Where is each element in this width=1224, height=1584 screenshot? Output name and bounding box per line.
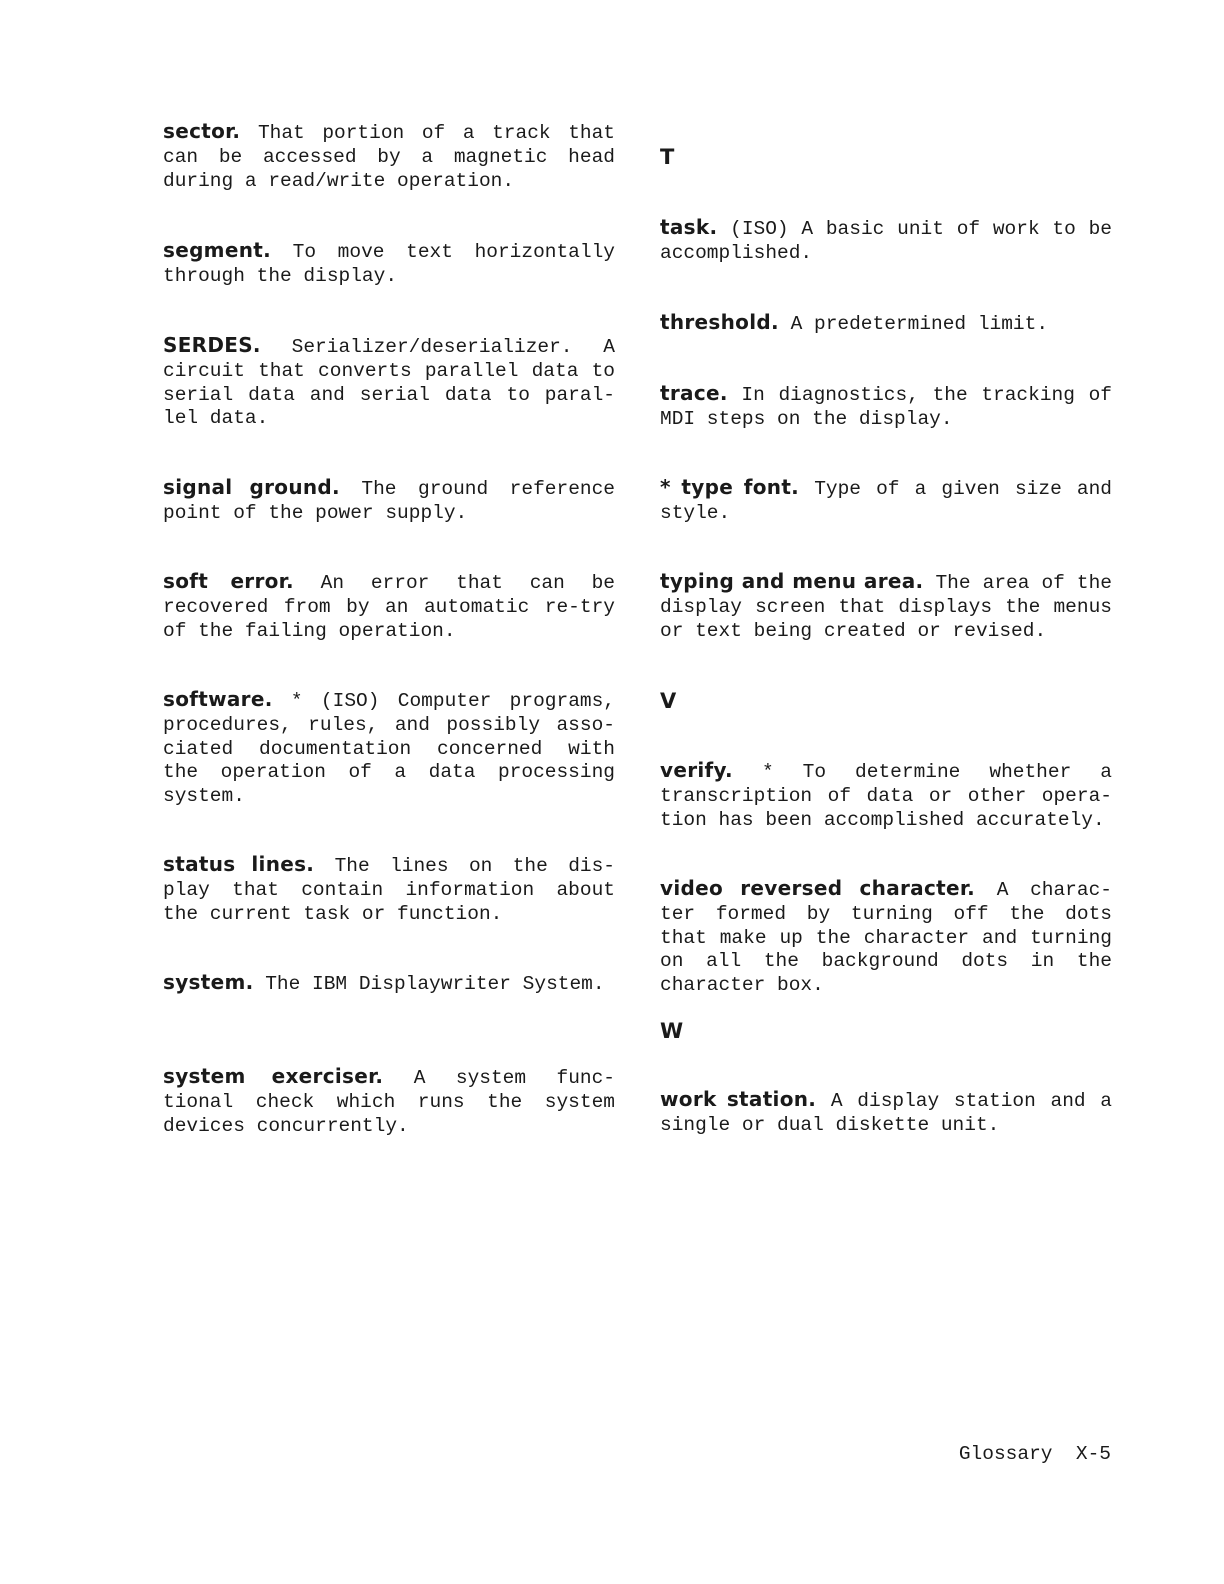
definition: In diagnostics, the tracking of MDI steps on the display. (660, 384, 1113, 430)
definition: To move text horizontally through the display. (163, 241, 615, 287)
glossary-entry-verify (660, 759, 1112, 832)
footer-section: Glossary (958, 1443, 1053, 1465)
page-footer (959, 1442, 1111, 1466)
definition: Serializer/deserializer. A circuit that converts parallel data to serial data and serial data to paral- lel data. (163, 336, 616, 430)
glossary-entry-signal-ground (163, 476, 615, 526)
term: threshold. (660, 310, 779, 334)
glossary-entry-soft-error (163, 570, 615, 643)
glossary-entry-typing-and-menu-area (660, 570, 1112, 643)
term: signal ground. (163, 475, 340, 499)
definition: An error that can be recovered from by an automatic re-try of the failing operation. (163, 572, 616, 642)
glossary-entry-system-exerciser (163, 1065, 615, 1138)
definition: * To determine whether a transcription of data or other opera- tion has been accomplished accurately. (660, 761, 1112, 831)
glossary-entry-work-station (660, 1088, 1112, 1138)
term: software. (163, 687, 273, 711)
term: system exerciser. (163, 1064, 384, 1088)
glossary-entry-video-reversed-character (660, 877, 1112, 998)
definition: That portion of a track that can be accessed by a magnetic head during a read/write operation. (163, 122, 616, 192)
glossary-entry-threshold (660, 311, 1112, 337)
definition: The ground reference point of the power supply. (163, 478, 615, 524)
term: task. (660, 215, 718, 239)
glossary-entry-trace (660, 382, 1112, 432)
definition: Type of a given size and style. (660, 478, 1112, 524)
term: typing and menu area. (660, 569, 924, 593)
definition: The area of the display screen that displays the menus or text being created or revised. (660, 572, 1112, 642)
definition: A charac- ter formed by turning off the dots that make up the character and turning on all the background dots in the character box. (660, 879, 1112, 997)
section-letter-t: T (660, 145, 675, 169)
term: segment. (163, 238, 271, 262)
glossary-entry-serdes (163, 334, 615, 431)
glossary-entry-task (660, 216, 1112, 266)
term: status lines. (163, 852, 315, 876)
glossary-entry-software (163, 688, 615, 809)
definition: A predetermined limit. (790, 313, 1049, 335)
glossary-entry-segment (163, 239, 615, 289)
term: system. (163, 970, 254, 994)
term: * type font. (660, 475, 800, 499)
glossary-entry-sector (163, 120, 615, 193)
definition: A system func- tional check which runs the system devices concurrently. (163, 1067, 616, 1137)
term: work station. (660, 1087, 817, 1111)
term: sector. (163, 119, 241, 143)
page-number: X-5 (1075, 1443, 1111, 1465)
definition: The IBM Displaywriter System. (265, 973, 605, 995)
term: video reversed character. (660, 876, 976, 900)
definition: A display station and a single or dual diskette unit. (660, 1090, 1112, 1136)
definition: (ISO) A basic unit of work to be accomplished. (660, 218, 1112, 264)
glossary-entry-type-font (660, 476, 1112, 526)
definition: * (ISO) Computer programs, procedures, rules, and possibly asso- ciated documentation concerned with the operation of a data processing system. (163, 690, 615, 808)
definition: The lines on the dis- play that contain information about the current task or function. (163, 855, 616, 925)
term: SERDES. (163, 333, 261, 357)
section-letter-w: W (660, 1019, 684, 1043)
section-letter-v: V (660, 689, 677, 713)
glossary-entry-system (163, 971, 615, 997)
term: soft error. (163, 569, 294, 593)
term: verify. (660, 758, 733, 782)
glossary-entry-status-lines (163, 853, 615, 926)
term: trace. (660, 381, 728, 405)
